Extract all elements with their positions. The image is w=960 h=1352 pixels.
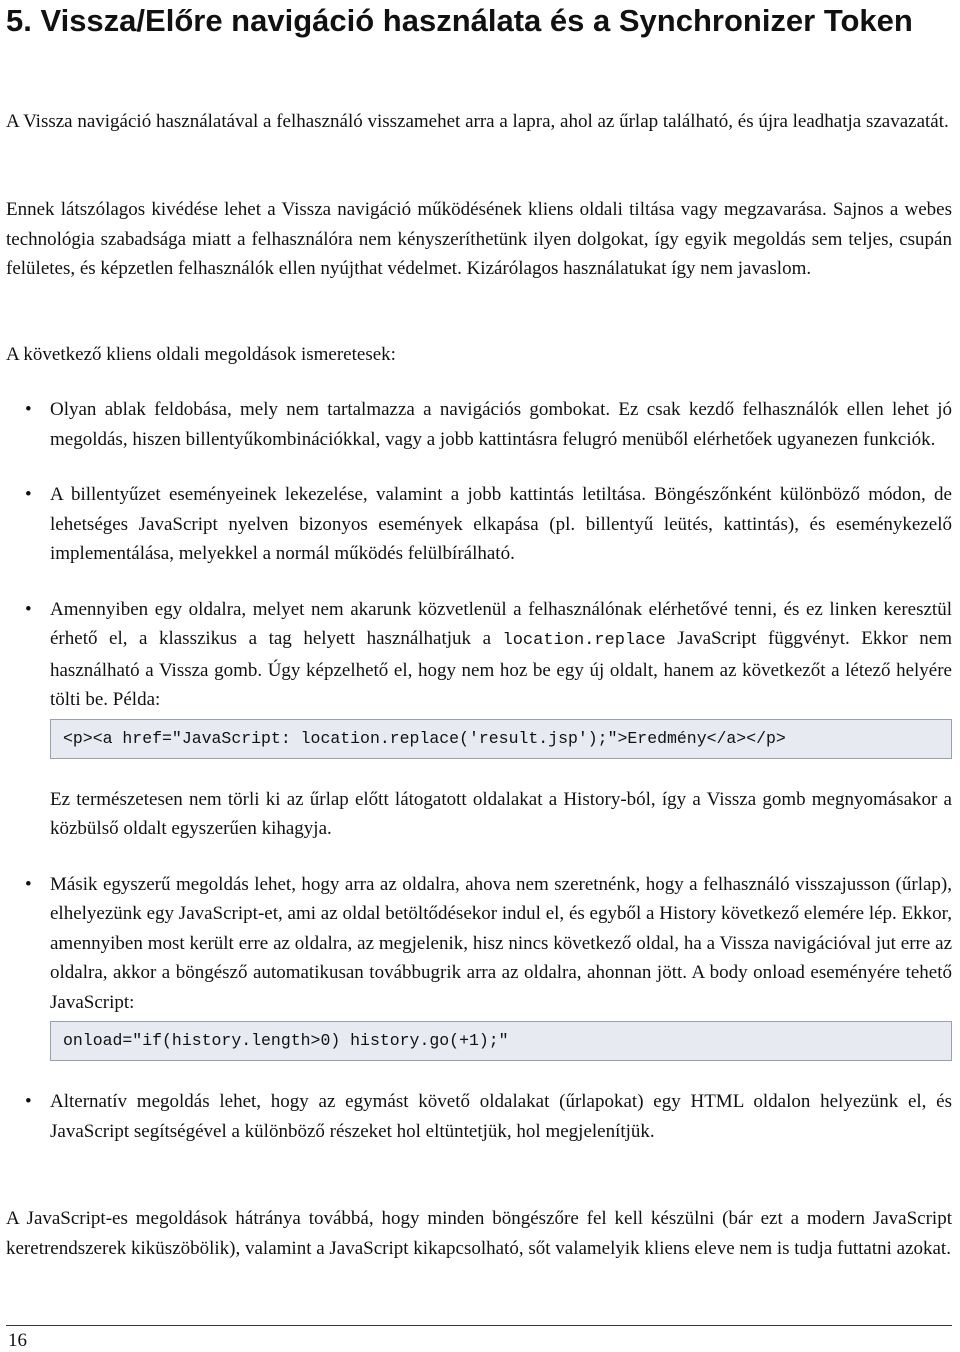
list-item	[6, 1087, 952, 1146]
list-item	[6, 395, 952, 454]
list-item-text: Alternatív megoldás lehet, hogy az egymást követő oldalakat (űrlapokat) egy HTML oldalon helyezünk el, és JavaScript segítségével a különböző részeket hol eltüntetjük, hol megjelenítjük.	[50, 1091, 952, 1142]
intro-paragraph: A Vissza navigáció használatával a felhasználó visszamehet arra a lapra, ahol az űrlap található, és újra leadhatja szavazatát.	[6, 111, 949, 132]
list-item-text: Másik egyszerű megoldás lehet, hogy arra az oldalra, ahova nem szeretnénk, hogy a felhasználó visszajusson (űrlap), elhelyezünk egy JavaScript-et, ami az oldal betöltődésekor indul el, és egyből a History következő elemére lép. Ekkor, amennyiben most került erre az oldalra, az megjelenik, hisz nincs következő oldal, ha a Vissza navigációval jut erre az oldalra, akkor a böngésző automatikusan továbbugrik arra az oldalra, ahonnan jött. A body onload eseményére tehető JavaScript:	[50, 873, 952, 1013]
list-item-text: A billentyűzet eseményeinek lekezelése, valamint a jobb kattintás letiltása. Böngészőnként különböző módon, de lehetséges JavaScript nyelven bizonyos események elkapása (pl. billentyű leütés, kattintás), és eseménykezelő implementálása, melyekkel a normál működés felülbírálható.	[50, 484, 952, 564]
solutions-list	[6, 395, 952, 1146]
list-item-followup: Ez természetesen nem törli ki az űrlap előtt látogatott oldalakat a History-ból, így a Vissza gomb megnyomásakor a közbülső oldalt egyszerűen kihagyja.	[50, 788, 952, 839]
closing-paragraph: A JavaScript-es megoldások hátránya továbbá, hogy minden böngészőre fel kell készülni (bár ezt a modern JavaScript keretrendszerek kiküszöbölik), valamint a JavaScript kikapcsolható, sőt valamelyik kliens eleve nem is tudja futtatni azokat.	[6, 1208, 952, 1259]
code-example: <p><a href="JavaScript: location.replace('result.jsp');">Eredmény</a></p>	[50, 719, 952, 759]
bullet-icon: •	[25, 1091, 32, 1112]
list-item-text: JavaScript függvényt. Ekkor nem használható a Vissza gomb. Úgy képzelhető el, hogy nem hoz be egy új oldalt, hanem az következőt a létező helyére tölti be. Példa:	[50, 628, 952, 710]
bullet-icon: •	[25, 484, 32, 505]
list-item-text: Olyan ablak feldobása, mely nem tartalmazza a navigációs gombokat. Ez csak kezdő felhasználók ellen lehet jó megoldás, hiszen billentyűkombinációkkal, vagy a jobb kattintásra felugró menüből elérhetőek ugyanezen funkciók.	[50, 399, 952, 450]
list-item-text: Amennyiben egy oldalra, melyet nem akarunk közvetlenül a felhasználónak elérhetővé tenni, és ez linken keresztül érhető el, a klasszikus a tag helyett használhatjuk a	[50, 598, 952, 649]
document-page	[6, 0, 952, 1351]
mitigation-paragraph: Ennek látszólagos kivédése lehet a Vissza navigáció működésének kliens oldali tiltása vagy megzavarása. Sajnos a webes technológia szabadsága miatt a felhasználóra nem kényszeríthetünk ilyen dolgokat, így egyik megoldás sem teljes, csupán felületes, és képzetlen felhasználók ellen nyújthat védelmet. Kizárólagos használatukat így nem javaslom.	[6, 199, 952, 279]
list-item	[6, 480, 952, 569]
footer-divider	[6, 1325, 952, 1326]
page-number: 16	[8, 1330, 27, 1351]
code-example: onload="if(history.length>0) history.go(+1);"	[50, 1021, 952, 1061]
section-heading: 5. Vissza/Előre navigáció használata és a Synchronizer Token	[6, 3, 913, 38]
bullet-icon: •	[25, 873, 32, 895]
list-item	[6, 870, 952, 1062]
list-item	[6, 595, 952, 844]
bullet-icon: •	[25, 598, 32, 620]
inline-code: location.replace	[502, 631, 666, 650]
list-intro-paragraph: A következő kliens oldali megoldások ismeretesek:	[6, 344, 396, 365]
bullet-icon: •	[25, 399, 32, 420]
